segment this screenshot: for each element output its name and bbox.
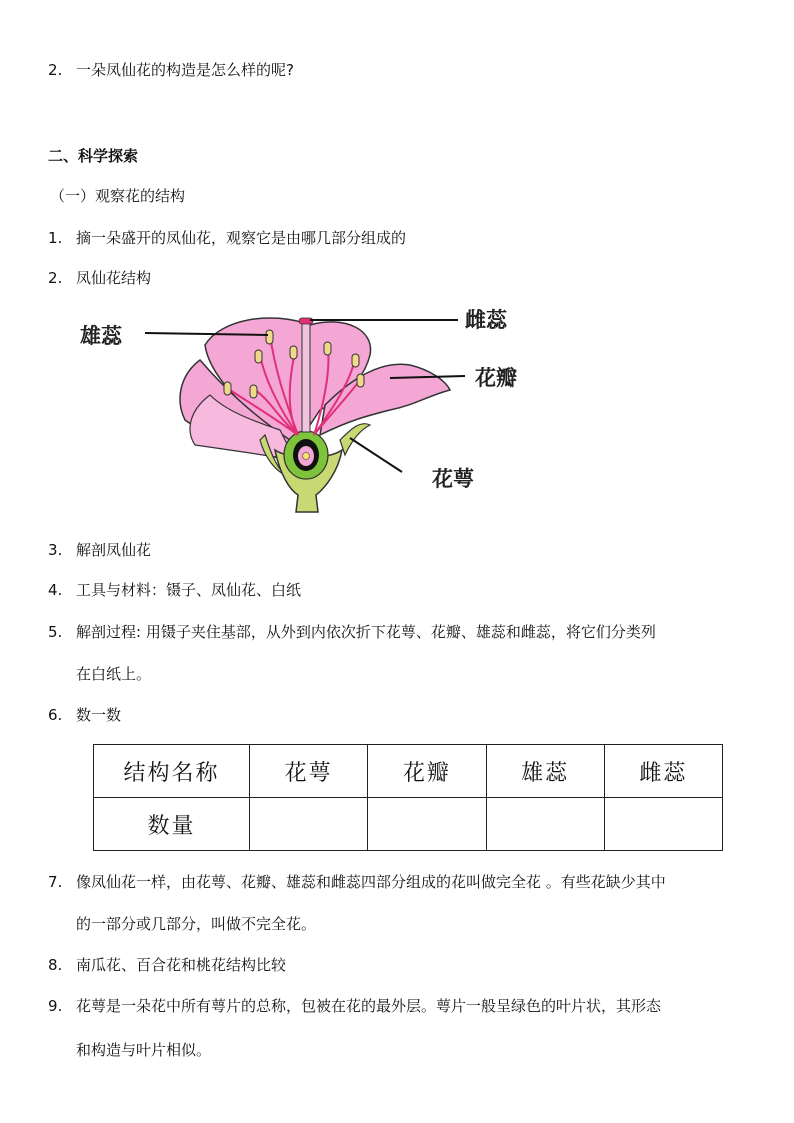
table-cell-blank[interactable] [604,798,722,851]
item-number: 3. [48,541,63,559]
table-cell: 花萼 [250,745,368,798]
item-text: 像凤仙花一样，由花萼、花瓣、雄蕊和雌蕊四部分组成的花叫做完全花 。有些花缺少其中 [76,873,666,891]
item-text-continued: 和构造与叶片相似。 [76,1041,212,1059]
label-stamen: 雄蕊 [80,323,122,348]
item-text: 工具与材料：镊子、凤仙花、白纸 [76,581,302,599]
item-text-continued: 在白纸上。 [76,665,152,683]
item-text: 解剖凤仙花 [76,541,152,559]
pistil-style [302,320,310,432]
item-number: 1. [48,229,63,247]
label-sepal: 花萼 [432,466,474,491]
item-text: 摘一朵盛开的凤仙花，观察它是由哪几部分组成的 [76,229,407,247]
sepal-right [340,424,370,455]
item-text: 南瓜花、百合花和桃花结构比较 [76,956,287,974]
table-cell-blank[interactable] [486,798,604,851]
label-pistil: 雌蕊 [465,307,507,332]
item-number: 6. [48,706,63,724]
item-text: 一朵凤仙花的构造是怎么样的呢? [76,61,294,79]
item-text: 凤仙花结构 [76,269,152,287]
table-cell: 雌蕊 [604,745,722,798]
table-cell-blank[interactable] [250,798,368,851]
item-text: 数一数 [76,706,122,724]
item-number: 4. [48,581,63,599]
item-number: 8. [48,956,63,974]
table-cell: 花瓣 [368,745,486,798]
item-number: 5. [48,623,63,641]
subsection-title: （一）观察花的结构 [50,187,186,205]
label-petal: 花瓣 [475,365,517,390]
table-cell: 数量 [94,798,250,851]
item-text: 花萼是一朵花中所有萼片的总称，包被在花的最外层。萼片一般呈绿色的叶片状，其形态 [76,997,662,1015]
flower-structure-diagram [70,300,540,515]
item-number: 7. [48,873,63,891]
section-title: 二、科学探索 [48,147,139,165]
item-text: 解剖过程: 用镊子夹住基部，从外到内依次折下花萼、花瓣、雄蕊和雌蕊，将它们分类列 [76,623,656,641]
item-number: 9. [48,997,63,1015]
table-row [94,798,723,851]
sepal-leader [350,438,402,472]
item-number: 2. [48,269,63,287]
table-cell: 结构名称 [94,745,250,798]
table-cell: 雄蕊 [486,745,604,798]
item-number: 2. [48,61,63,79]
table-row [94,745,723,798]
count-table [93,744,723,851]
item-text-continued: 的一部分或几部分，叫做不完全花。 [76,915,317,933]
table-cell-blank[interactable] [368,798,486,851]
